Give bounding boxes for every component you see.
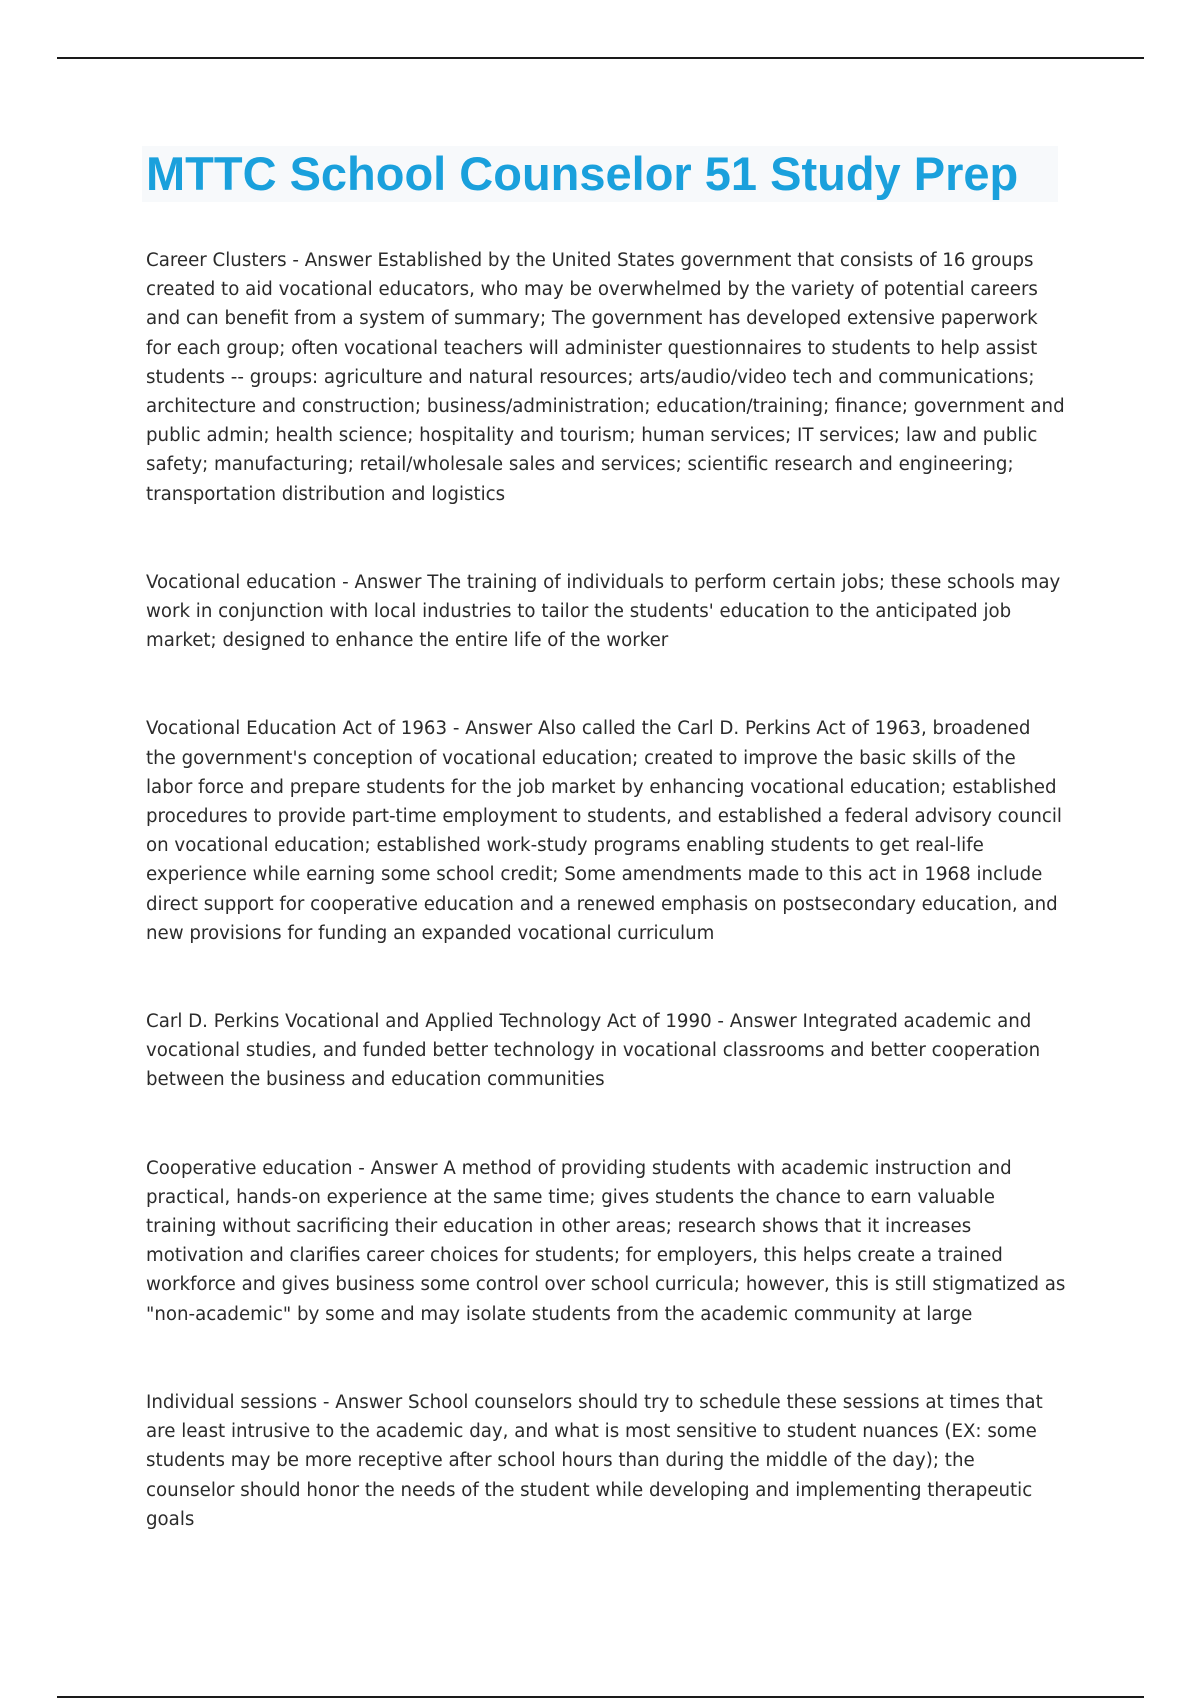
entry-cooperative-education: Cooperative education - Answer A method of providing students with academic instruction and practical, hands-on experience at the same time; gives students the chance to earn valuable training without sacrificing their education in other areas; research shows that it increases motivation and clarifies career choices for students; for employers, this helps create a trained workforce and gives business some control over school curricula; however, this is still stigmatized as "non-academic" by some and may isolate students from the academic community at large — [146, 1157, 1066, 1325]
entry-career-clusters: Career Clusters - Answer Established by the United States government that consists of 16 groups created to aid vocational educators, who may be overwhelmed by the variety of potential careers and can benefit from a system of summary; The government has developed extensive paperwork for each group; often vocational teachers will administer questionnaires to students to help assist students -- groups: agriculture and natural resources; arts/audio/video tech and communications; architecture and construction; business/administration; education/training; finance; government and public admin; health science; hospitality and tourism; human services; IT services; law and public safety; manufacturing; retail/wholesale sales and services; scientific research and engineering; transportation distribution and logistics — [146, 250, 1065, 505]
document-title: MTTC School Counselor 51 Study Prep — [146, 147, 1019, 200]
entry-vocational-education: Vocational education - Answer The training of individuals to perform certain jobs; these schools may work in conjunction with local industries to tailor the students' education to the anticipated job market; designed to enhance the entire life of the worker — [146, 571, 1061, 652]
bottom-divider — [57, 1696, 1144, 1698]
entry-vocational-education-act-1963: Vocational Education Act of 1963 - Answer Also called the Carl D. Perkins Act of 1963, broadened the government's conception of vocational education; created to improve the basic skills of the labor force and prepare students for the job market by enhancing vocational education; established procedures to provide part-time employment to students, and established a federal advisory council on vocational education; established work-study programs enabling students to get real-life experience while earning some school credit; Some amendments made to this act in 1968 include direct support for cooperative education and a renewed emphasis on postsecondary education, and new provisions for funding an expanded vocational curriculum — [146, 718, 1062, 944]
entry-individual-sessions: Individual sessions - Answer School counselors should try to schedule these sessions at times that are least intrusive to the academic day, and what is most sensitive to student nuances (EX: some students may be more receptive after school hours than during the middle of the day); the counselor should honor the needs of the student while developing and implementing therapeutic goals — [146, 1391, 1043, 1530]
title-banner — [142, 146, 1058, 202]
top-divider — [57, 57, 1144, 59]
entry-perkins-act-1990: Carl D. Perkins Vocational and Applied Technology Act of 1990 - Answer Integrated academic and vocational studies, and funded better technology in vocational classrooms and better cooperation between the business and education communities — [146, 1011, 1041, 1091]
flashcard-list — [146, 246, 1066, 1534]
